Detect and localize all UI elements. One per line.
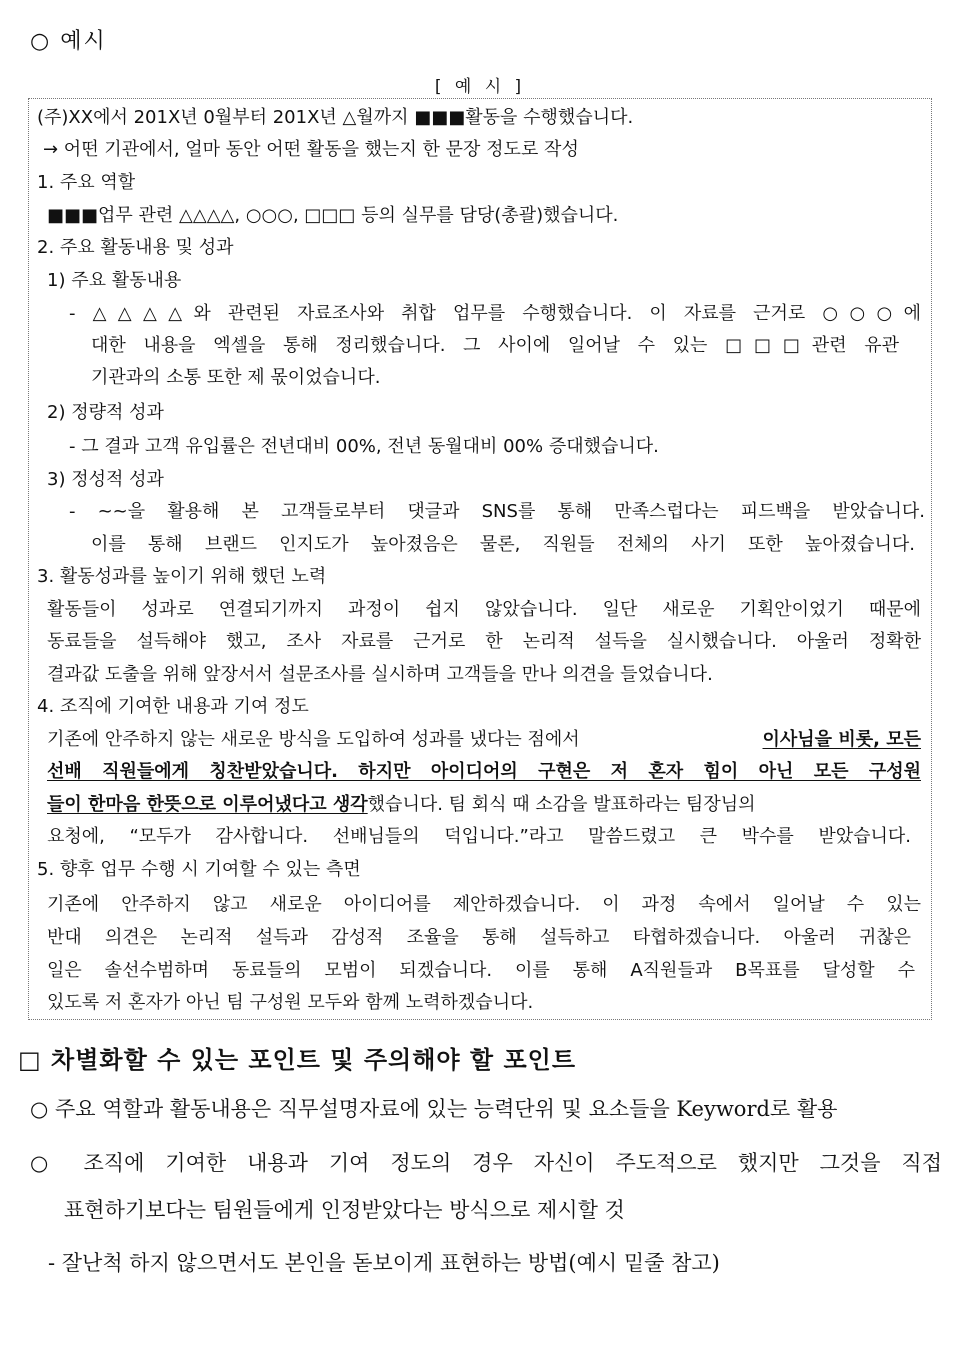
example-line-future-heading: 5. 향후 업무 수행 시 기여할 수 있는 측면 bbox=[37, 859, 361, 880]
tip-contribution-2: 표현하기보다는 팀원들에게 인정받았다는 방식으로 제시할 것 bbox=[64, 1198, 625, 1222]
contrib-3-text: 했습니다. 팀 회식 때 소감을 발표하라는 팀장님의 bbox=[367, 794, 756, 815]
example-line-effort-1: 활동들이 성과로 연결되기까지 과정이 쉽지 않았습니다. 일단 새로운 기획안이었기 때문에 bbox=[47, 599, 921, 620]
example-line-effort-heading: 3. 활동성과를 높이기 위해 했던 노력 bbox=[37, 566, 327, 587]
example-line-activity-2: 대한 내용을 엑셀을 통해 정리했습니다. 그 사이에 일어날 수 있는 □□□관련 유관 bbox=[91, 335, 899, 356]
section-differentiation-title: □ 차별화할 수 있는 포인트 및 주의해야 할 포인트 bbox=[18, 1046, 577, 1074]
example-line-role-body: ■■■업무 관련 △△△△, ○○○, □□□ 등의 실무를 담당(총괄)했습니다. bbox=[47, 205, 619, 226]
example-line-activity-heading: 2. 주요 활동내용 및 성과 bbox=[37, 237, 234, 258]
example-box-title: [ 예 시 ] bbox=[434, 77, 526, 97]
example-heading: ○ 예시 bbox=[30, 29, 107, 54]
example-line-contrib-1 bbox=[47, 729, 921, 751]
example-line-contrib-3 bbox=[47, 794, 921, 816]
example-line-guide: → 어떤 기관에서, 얼마 동안 어떤 활동을 했는지 한 문장 정도로 작성 bbox=[43, 139, 579, 160]
example-line-contrib-heading: 4. 조직에 기여한 내용과 기여 정도 bbox=[37, 696, 309, 717]
tip-contribution-1: ○ 조직에 기여한 내용과 기여 정도의 경우 자신이 주도적으로 했지만 그것을 직접 bbox=[30, 1151, 942, 1175]
example-line-effort-2: 동료들을 설득해야 했고, 조사 자료를 근거로 한 논리적 설득을 실시했습니다. 아울러 정확한 bbox=[47, 631, 921, 652]
example-line-future-1: 기존에 안주하지 않고 새로운 아이디어를 제안하겠습니다. 이 과정 속에서 일어날 수 있는 bbox=[47, 894, 921, 915]
example-line-sub-activity: 1) 주요 활동내용 bbox=[47, 270, 182, 291]
example-line-effort-3: 결과값 도출을 위해 앞장서서 설문조사를 실시하며 고객들을 만나 의견을 들었습니다. bbox=[47, 664, 713, 685]
example-line-qual-1: - ~~을 활용해 본 고객들로부터 댓글과 SNS를 통해 만족스럽다는 피드백을 받았습니다. bbox=[69, 501, 925, 522]
example-line-activity-3: 기관과의 소통 또한 제 몫이었습니다. bbox=[91, 367, 381, 388]
example-line-future-2: 반대 의견은 논리적 설득과 감성적 조율을 통해 설득하고 타협하겠습니다. 아울러 귀찮은 bbox=[47, 927, 911, 948]
example-box bbox=[28, 98, 932, 1020]
example-line-role-heading: 1. 주요 역할 bbox=[37, 172, 136, 193]
example-line-qual-2: 이를 통해 브랜드 인지도가 높아졌음은 물론, 직원들 전체의 사기 또한 높아졌습니다. bbox=[91, 534, 915, 555]
example-line-contrib-2: 선배 직원들에게 칭찬받았습니다. 하지만 아이디어의 구현은 저 혼자 힘이 아닌 모든 구성원 bbox=[47, 761, 921, 782]
contrib-3-underlined: 들이 한마음 한뜻으로 이루어냈다고 생각 bbox=[47, 794, 368, 815]
contrib-1-text: 기존에 안주하지 않는 새로운 방식을 도입하여 성과를 냈다는 점에서 bbox=[47, 729, 580, 750]
example-line-sub-quant: 2) 정량적 성과 bbox=[47, 402, 164, 423]
example-line-sub-qual: 3) 정성적 성과 bbox=[47, 469, 164, 490]
example-line-intro: (주)XX에서 201X년 0월부터 201X년 △월까지 ■■■활동을 수행했습니다. bbox=[37, 107, 634, 128]
example-line-activity-1: - △△△△와 관련된 자료조사와 취합 업무를 수행했습니다. 이 자료를 근거로 ○○○에 bbox=[69, 303, 921, 324]
tip-keyword: ○ 주요 역할과 활동내용은 직무설명자료에 있는 능력단위 및 요소들을 Keyword로 활용 bbox=[30, 1097, 838, 1121]
example-line-future-4: 있도록 저 혼자가 아닌 팀 구성원 모두와 함께 노력하겠습니다. bbox=[47, 992, 534, 1013]
example-line-future-3: 일은 솔선수범하며 동료들의 모범이 되겠습니다. 이를 통해 A직원들과 B목표를 달성할 수 bbox=[47, 960, 915, 981]
example-line-contrib-4: 요청에, “모두가 감사합니다. 선배님들의 덕입니다.”라고 말씀드렸고 큰 박수를 받았습니다. bbox=[47, 826, 911, 847]
tip-method: - 잘난척 하지 않으면서도 본인을 돋보이게 표현하는 방법(예시 밑줄 참고) bbox=[48, 1251, 720, 1275]
example-line-quant-1: - 그 결과 고객 유입률은 전년대비 00%, 전년 동월대비 00% 증대했습니다. bbox=[69, 436, 659, 457]
contrib-1-underlined: 이사님을 비롯, 모든 bbox=[762, 729, 921, 750]
